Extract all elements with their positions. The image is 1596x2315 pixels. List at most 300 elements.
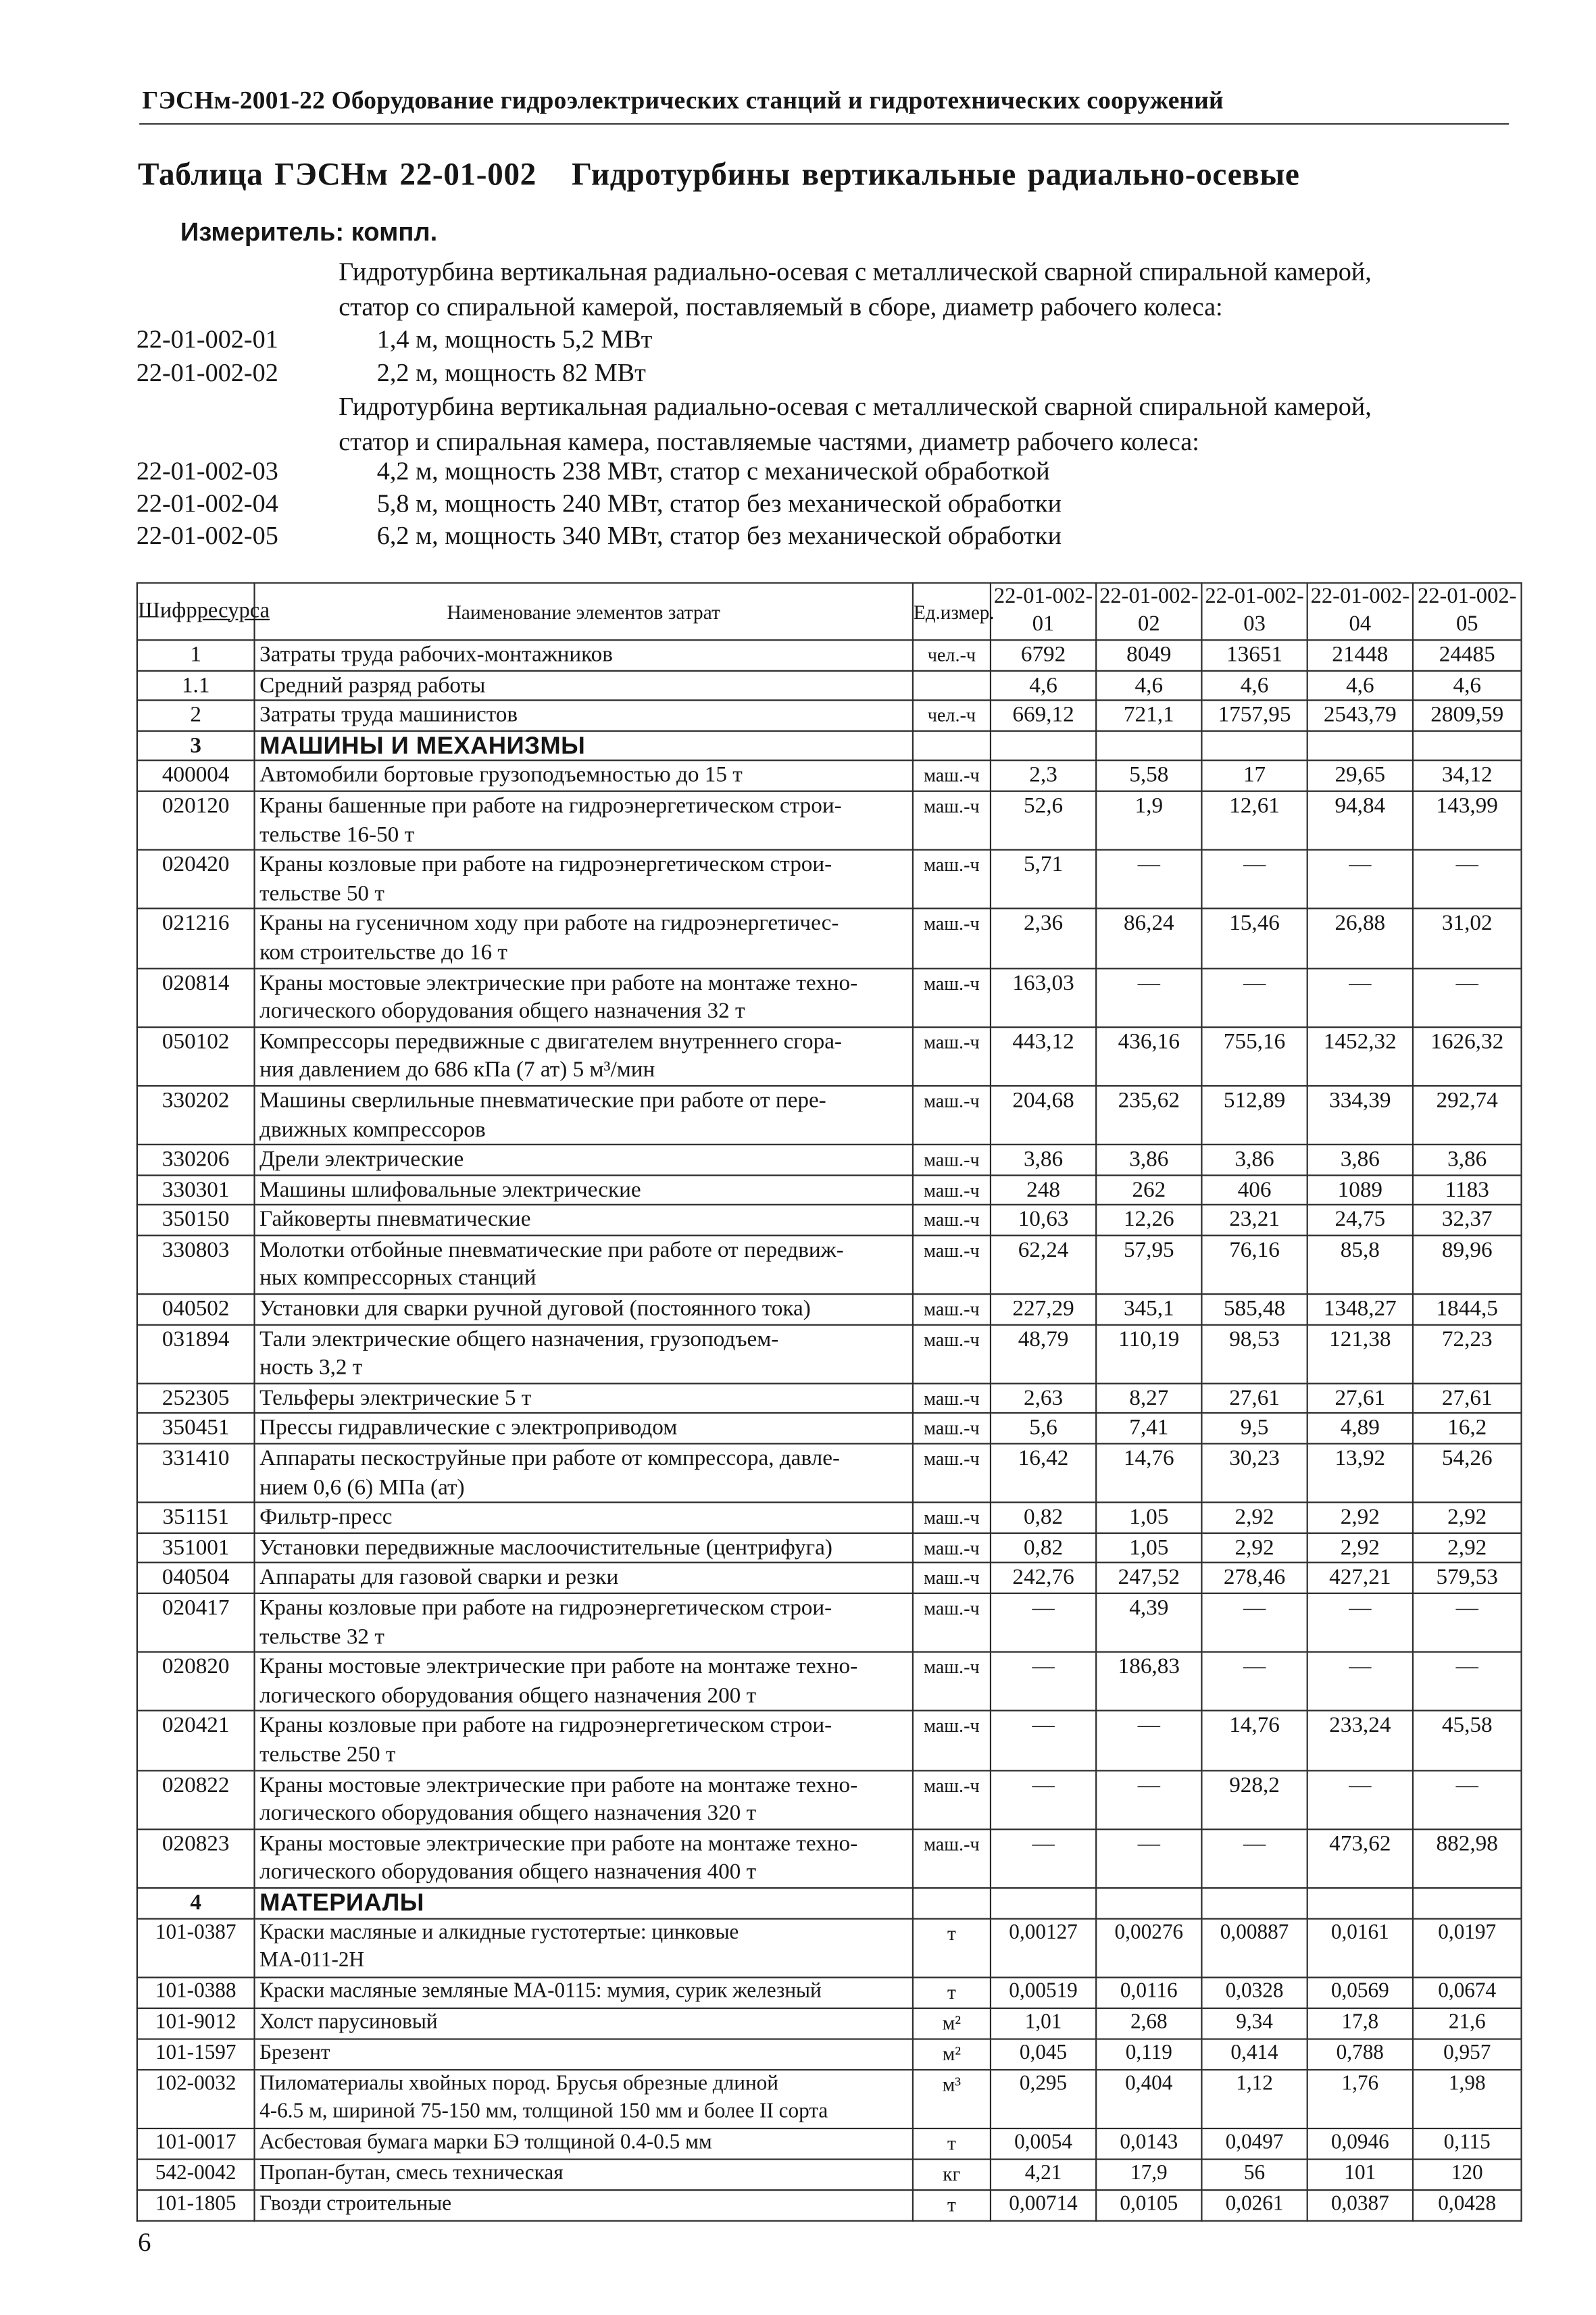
- unit-cell: т: [913, 2129, 991, 2159]
- group-2-line-2: статор и спиральная камера, поставляемые частями, диаметр рабочего колеса:: [339, 426, 1199, 455]
- item-code: 22-01-002-02: [136, 357, 278, 387]
- value-cell: 7,41: [1096, 1414, 1201, 1444]
- unit-cell: маш.-ч: [913, 1205, 991, 1235]
- value-cell: 1844,5: [1413, 1294, 1522, 1324]
- element-name-cell: [255, 1027, 913, 1086]
- value-cell: 85,8: [1307, 1235, 1413, 1294]
- value-cell: —: [1096, 850, 1201, 909]
- element-name-line: Установки передвижные маслоочистительные (центрифуга): [259, 1535, 832, 1560]
- value-cell: —: [1201, 1829, 1307, 1888]
- resource-code-cell: 020814: [137, 968, 255, 1026]
- table-section-row: [137, 1888, 1522, 1918]
- table-row: [137, 2189, 1522, 2220]
- table-row: [137, 1978, 1522, 2008]
- value-cell: 9,5: [1201, 1414, 1307, 1444]
- value-cell: 1,76: [1307, 2069, 1413, 2129]
- resource-code-cell: 040504: [137, 1563, 255, 1593]
- value-cell: 186,83: [1096, 1652, 1201, 1711]
- value-cell: 579,53: [1413, 1563, 1522, 1593]
- resource-code-cell: 350451: [137, 1414, 255, 1444]
- value-cell: 4,21: [991, 2159, 1096, 2189]
- value-cell: 0,414: [1201, 2039, 1307, 2069]
- value-cell: 2,92: [1307, 1533, 1413, 1563]
- table-row: [137, 1444, 1522, 1503]
- value-cell: 0,0143: [1096, 2129, 1201, 2159]
- table-row: [137, 2039, 1522, 2069]
- element-name-line: Краны мостовые электрические при работе на монтаже техно-: [259, 1654, 858, 1680]
- value-cell: 4,6: [1096, 670, 1201, 701]
- table-body: [137, 640, 1522, 2220]
- value-cell: —: [1201, 850, 1307, 909]
- value-cell: —: [1413, 1593, 1522, 1652]
- value-cell: 278,46: [1201, 1563, 1307, 1593]
- group-1-line-1: Гидротурбина вертикальная радиально-осевая с металлической сварной спиральной камерой,: [339, 256, 1372, 287]
- unit-cell: т: [913, 1978, 991, 2008]
- value-cell: 1,9: [1096, 791, 1201, 850]
- resource-code-cell: 040502: [137, 1294, 255, 1324]
- value-cell: 21,6: [1413, 2008, 1522, 2039]
- value-cell: 101: [1307, 2159, 1413, 2189]
- table-row: [137, 2129, 1522, 2159]
- value-cell: 27,61: [1201, 1383, 1307, 1414]
- unit-cell: т: [913, 1918, 991, 1978]
- value-cell: 4,6: [1413, 670, 1522, 701]
- unit-cell: маш.-ч: [913, 1770, 991, 1829]
- element-name-line: Автомобили бортовые грузоподъемностью до 15 т: [259, 763, 743, 789]
- unit-cell: маш.-ч: [913, 1383, 991, 1414]
- value-cell: 5,6: [991, 1414, 1096, 1444]
- resource-code-cell: 330202: [137, 1086, 255, 1145]
- value-cell: 143,99: [1413, 791, 1522, 850]
- value-cell: 3,86: [1201, 1145, 1307, 1175]
- element-name-line: Прессы гидравлические с электроприводом: [259, 1416, 678, 1441]
- value-cell: 48,79: [991, 1324, 1096, 1383]
- unit-cell: маш.-ч: [913, 968, 991, 1026]
- element-name-cell: [255, 2039, 913, 2069]
- value-cell: 27,61: [1307, 1383, 1413, 1414]
- unit-cell: маш.-ч: [913, 1652, 991, 1711]
- element-name-cell: [255, 1383, 913, 1414]
- resource-code-cell: 101-1805: [137, 2189, 255, 2220]
- value-cell: 0,0116: [1096, 1978, 1201, 2008]
- unit-cell: чел.-ч: [913, 701, 991, 731]
- unit-cell: маш.-ч: [913, 1175, 991, 1205]
- value-cell: 56: [1201, 2159, 1307, 2189]
- element-name-cell: [255, 1978, 913, 2008]
- value-cell: 0,00887: [1201, 1918, 1307, 1978]
- element-name-cell: [255, 2189, 913, 2220]
- resource-code-cell: 1: [137, 640, 255, 670]
- value-cell: 512,89: [1201, 1086, 1307, 1145]
- resource-code-cell: 020822: [137, 1770, 255, 1829]
- table-row: [137, 1593, 1522, 1652]
- table-row: [137, 2008, 1522, 2039]
- item-code: 22-01-002-05: [136, 520, 278, 550]
- element-name-cell: [255, 1086, 913, 1145]
- value-cell: 0,788: [1307, 2039, 1413, 2069]
- value-cell: 89,96: [1413, 1235, 1522, 1294]
- resource-code-cell: 021216: [137, 909, 255, 968]
- element-name-cell: [255, 1563, 913, 1593]
- element-name-line: Холст парусиновый: [259, 2010, 438, 2034]
- value-cell: 473,62: [1307, 1829, 1413, 1888]
- resource-code-cell: 101-0387: [137, 1918, 255, 1978]
- element-name-cell: [255, 909, 913, 968]
- value-cell: 1183: [1413, 1175, 1522, 1205]
- table-row: [137, 1383, 1522, 1414]
- resource-code-cell: 102-0032: [137, 2069, 255, 2129]
- value-cell: —: [1096, 1829, 1201, 1888]
- value-cell: 120: [1413, 2159, 1522, 2189]
- header-unit: Ед.измер.: [913, 583, 991, 641]
- resource-code-cell: 101-0017: [137, 2129, 255, 2159]
- value-cell: 17,8: [1307, 2008, 1413, 2039]
- item-code: 22-01-002-03: [136, 455, 278, 486]
- value-cell: 721,1: [1096, 701, 1201, 731]
- table-row: [137, 1414, 1522, 1444]
- unit-cell: кг: [913, 2159, 991, 2189]
- value-cell: 4,39: [1096, 1593, 1201, 1652]
- value-cell: 5,58: [1096, 761, 1201, 791]
- value-cell: 21448: [1307, 640, 1413, 670]
- value-cell: 76,16: [1201, 1235, 1307, 1294]
- resource-code-cell: 331410: [137, 1444, 255, 1503]
- element-name-line: Краны башенные при работе на гидроэнергетическом строи-: [259, 793, 842, 818]
- element-name-line: Гайковерты пневматические: [259, 1207, 531, 1233]
- group-2-line-1: Гидротурбина вертикальная радиально-осевая с металлической сварной спиральной камерой,: [339, 391, 1372, 421]
- value-cell: [1096, 730, 1201, 761]
- resource-code-cell: 050102: [137, 1027, 255, 1086]
- resource-code-cell: 031894: [137, 1324, 255, 1383]
- value-cell: 1,98: [1413, 2069, 1522, 2129]
- table-row: [137, 2069, 1522, 2129]
- value-cell: 14,76: [1096, 1444, 1201, 1503]
- resource-code-cell: 101-9012: [137, 2008, 255, 2039]
- unit-cell: [913, 730, 991, 761]
- value-cell: 4,6: [1201, 670, 1307, 701]
- value-cell: 94,84: [1307, 791, 1413, 850]
- value-cell: 24485: [1413, 640, 1522, 670]
- element-name-line: нием 0,6 (6) МПа (ат): [259, 1474, 465, 1500]
- resource-code-cell: 350150: [137, 1205, 255, 1235]
- unit-cell: маш.-ч: [913, 1294, 991, 1324]
- element-name-line: МАТЕРИАЛЫ: [259, 1889, 424, 1917]
- element-name-line: Гвозди строительные: [259, 2191, 452, 2216]
- table-code: Таблица ГЭСНм 22-01-002: [137, 157, 537, 193]
- value-cell: 2,92: [1413, 1503, 1522, 1533]
- value-cell: 14,76: [1201, 1711, 1307, 1770]
- value-cell: 15,46: [1201, 909, 1307, 968]
- element-name-cell: [255, 791, 913, 850]
- element-name-cell: [255, 2008, 913, 2039]
- element-name-line: Асбестовая бумага марки БЭ толщиной 0.4-0.5 мм: [259, 2131, 712, 2155]
- value-cell: 110,19: [1096, 1324, 1201, 1383]
- value-cell: —: [1096, 1770, 1201, 1829]
- element-name-line: 4-6.5 м, шириной 75-150 мм, толщиной 150 мм и более II сорта: [259, 2100, 828, 2124]
- element-name-cell: [255, 2129, 913, 2159]
- value-cell: 9,34: [1201, 2008, 1307, 2039]
- element-name-line: Дрели электрические: [259, 1147, 464, 1172]
- element-name-line: Пиломатериалы хвойных пород. Брусья обрезные длиной: [259, 2071, 779, 2095]
- value-cell: 6792: [991, 640, 1096, 670]
- value-cell: —: [1307, 850, 1413, 909]
- value-cell: 8049: [1096, 640, 1201, 670]
- element-name-line: логического оборудования общего назначения 32 т: [259, 999, 745, 1024]
- value-cell: 248: [991, 1175, 1096, 1205]
- element-name-line: Краны мостовые электрические при работе на монтаже техно-: [259, 1772, 858, 1797]
- value-cell: —: [1307, 1652, 1413, 1711]
- value-cell: 2543,79: [1307, 701, 1413, 731]
- value-cell: 1,05: [1096, 1533, 1201, 1563]
- value-cell: 2,3: [991, 761, 1096, 791]
- resource-code-cell: 330803: [137, 1235, 255, 1294]
- value-cell: 8,27: [1096, 1383, 1201, 1414]
- resource-code-cell: 020420: [137, 850, 255, 909]
- value-cell: 16,42: [991, 1444, 1096, 1503]
- item-code: 22-01-002-01: [136, 324, 278, 354]
- unit-cell: маш.-ч: [913, 1593, 991, 1652]
- resource-code-cell: 4: [137, 1888, 255, 1918]
- element-name-cell: [255, 2069, 913, 2129]
- value-cell: 928,2: [1201, 1770, 1307, 1829]
- value-cell: 4,89: [1307, 1414, 1413, 1444]
- item-text: 4,2 м, мощность 238 МВт, статор с механической обработкой: [376, 455, 1050, 486]
- element-name-line: Машины сверлильные пневматические при работе от пере-: [259, 1088, 826, 1113]
- value-cell: 0,0105: [1096, 2189, 1201, 2220]
- table-row: [137, 1563, 1522, 1593]
- resource-code-cell: 351151: [137, 1503, 255, 1533]
- element-name-line: ния давлением до 686 кПа (7 ат) 5 м³/мин: [259, 1057, 655, 1083]
- value-cell: 4,6: [1307, 670, 1413, 701]
- value-cell: 31,02: [1413, 909, 1522, 968]
- resource-code-cell: 101-0388: [137, 1978, 255, 2008]
- resource-code-cell: 542-0042: [137, 2159, 255, 2189]
- value-cell: 1348,27: [1307, 1294, 1413, 1324]
- value-cell: —: [1201, 1593, 1307, 1652]
- table-row: [137, 1175, 1522, 1205]
- value-cell: 72,23: [1413, 1324, 1522, 1383]
- element-name-line: движных компрессоров: [259, 1116, 486, 1142]
- value-cell: 30,23: [1201, 1444, 1307, 1503]
- element-name-line: Фильтр-пресс: [259, 1505, 393, 1530]
- value-cell: 29,65: [1307, 761, 1413, 791]
- table-row: [137, 670, 1522, 701]
- table-row: [137, 2159, 1522, 2189]
- value-cell: 247,52: [1096, 1563, 1201, 1593]
- value-cell: 0,0387: [1307, 2189, 1413, 2220]
- element-name-cell: [255, 1324, 913, 1383]
- element-name-line: Затраты труда машинистов: [259, 702, 518, 728]
- value-cell: 669,12: [991, 701, 1096, 731]
- unit-cell: маш.-ч: [913, 1503, 991, 1533]
- value-cell: 0,0497: [1201, 2129, 1307, 2159]
- table-row: [137, 1503, 1522, 1533]
- element-name-line: Краски масляные и алкидные густотертые: цинковые: [259, 1920, 739, 1944]
- group-1-description: [339, 255, 1493, 324]
- value-cell: 3,86: [1413, 1145, 1522, 1175]
- element-name-cell: [255, 1235, 913, 1294]
- element-name-cell: [255, 670, 913, 701]
- resource-code-cell: 2: [137, 701, 255, 731]
- element-name-cell: [255, 1294, 913, 1324]
- unit-cell: маш.-ч: [913, 1711, 991, 1770]
- value-cell: 1757,95: [1201, 701, 1307, 731]
- value-cell: [1201, 1888, 1307, 1918]
- header-col-2: 22-01-002-02: [1096, 583, 1201, 641]
- value-cell: 0,404: [1096, 2069, 1201, 2129]
- value-cell: 2,63: [991, 1383, 1096, 1414]
- item-code: 22-01-002-04: [136, 488, 278, 518]
- value-cell: 0,0674: [1413, 1978, 1522, 2008]
- header-element-name: Наименование элементов затрат: [255, 583, 913, 641]
- value-cell: 0,00519: [991, 1978, 1096, 2008]
- element-name-line: логического оборудования общего назначения 400 т: [259, 1860, 757, 1885]
- value-cell: 163,03: [991, 968, 1096, 1026]
- element-name-line: Краны козловые при работе на гидроэнергетическом строи-: [259, 1713, 832, 1739]
- element-name-cell: [255, 730, 913, 761]
- value-cell: 882,98: [1413, 1829, 1522, 1888]
- element-name-cell: [255, 761, 913, 791]
- table-header-row: [137, 583, 1522, 641]
- element-name-line: Пропан-бутан, смесь техническая: [259, 2161, 564, 2185]
- value-cell: —: [1201, 1652, 1307, 1711]
- item-text: 2,2 м, мощность 82 МВт: [376, 357, 646, 387]
- value-cell: 1626,32: [1413, 1027, 1522, 1086]
- table-row: [137, 1294, 1522, 1324]
- table-row: [137, 1652, 1522, 1711]
- value-cell: 2809,59: [1413, 701, 1522, 731]
- resource-code-cell: 020417: [137, 1593, 255, 1652]
- value-cell: —: [991, 1770, 1096, 1829]
- value-cell: 62,24: [991, 1235, 1096, 1294]
- unit-cell: [913, 1888, 991, 1918]
- element-name-line: Краны мостовые электрические при работе на монтаже техно-: [259, 970, 858, 995]
- value-cell: 0,0261: [1201, 2189, 1307, 2220]
- value-cell: 3,86: [1096, 1145, 1201, 1175]
- element-name-cell: [255, 968, 913, 1026]
- element-name-line: ность 3,2 т: [259, 1355, 363, 1380]
- header-col-4: 22-01-002-04: [1307, 583, 1413, 641]
- element-name-line: Краны на гусеничном ходу при работе на гидроэнергетичес-: [259, 911, 839, 937]
- value-cell: 0,00714: [991, 2189, 1096, 2220]
- element-name-cell: [255, 1918, 913, 1978]
- element-name-line: логического оборудования общего назначения 200 т: [259, 1683, 757, 1708]
- value-cell: 436,16: [1096, 1027, 1201, 1086]
- resource-code-cell: 330301: [137, 1175, 255, 1205]
- element-name-line: тельстве 50 т: [259, 880, 384, 906]
- value-cell: 86,24: [1096, 909, 1201, 968]
- unit-cell: маш.-ч: [913, 1145, 991, 1175]
- table-row: [137, 968, 1522, 1026]
- value-cell: 13,92: [1307, 1444, 1413, 1503]
- element-name-line: Затраты труда рабочих-монтажников: [259, 642, 613, 668]
- value-cell: —: [1096, 968, 1201, 1026]
- value-cell: 292,74: [1413, 1086, 1522, 1145]
- element-name-cell: [255, 1503, 913, 1533]
- value-cell: 427,21: [1307, 1563, 1413, 1593]
- value-cell: 0,0946: [1307, 2129, 1413, 2159]
- value-cell: [1096, 1888, 1201, 1918]
- table-row: [137, 1205, 1522, 1235]
- element-name-cell: [255, 1593, 913, 1652]
- element-name-cell: [255, 1205, 913, 1235]
- value-cell: 0,295: [991, 2069, 1096, 2129]
- value-cell: 443,12: [991, 1027, 1096, 1086]
- element-name-line: Компрессоры передвижные с двигателем внутреннего сгора-: [259, 1028, 843, 1054]
- value-cell: —: [1096, 1711, 1201, 1770]
- value-cell: —: [991, 1829, 1096, 1888]
- element-name-cell: [255, 1770, 913, 1829]
- value-cell: 0,82: [991, 1503, 1096, 1533]
- value-cell: [1307, 1888, 1413, 1918]
- element-name-line: Тали электрические общего назначения, грузоподъем-: [259, 1326, 779, 1352]
- value-cell: 45,58: [1413, 1711, 1522, 1770]
- header-rule: [139, 123, 1509, 124]
- unit-cell: т: [913, 2189, 991, 2220]
- value-cell: 2,92: [1201, 1533, 1307, 1563]
- value-cell: 17,9: [1096, 2159, 1201, 2189]
- element-name-line: Машины шлифовальные электрические: [259, 1176, 641, 1202]
- table-row: [137, 1829, 1522, 1888]
- value-cell: —: [1307, 968, 1413, 1026]
- value-cell: 16,2: [1413, 1414, 1522, 1444]
- element-name-line: МА-011-2Н: [259, 1949, 365, 1973]
- resource-code-cell: 330206: [137, 1145, 255, 1175]
- unit-cell: маш.-ч: [913, 1324, 991, 1383]
- element-name-line: МАШИНЫ И МЕХАНИЗМЫ: [259, 731, 586, 760]
- element-name-cell: [255, 1711, 913, 1770]
- value-cell: 1,12: [1201, 2069, 1307, 2129]
- running-header: ГЭСНм-2001-22 Оборудование гидроэлектрических станций и гидротехнических сооружений: [142, 86, 1224, 115]
- group-1-line-2: статор со спиральной камерой, поставляемый в сборе, диаметр рабочего колеса:: [339, 291, 1223, 321]
- table-row: [137, 1533, 1522, 1563]
- value-cell: 57,95: [1096, 1235, 1201, 1294]
- value-cell: 235,62: [1096, 1086, 1201, 1145]
- element-name-line: Краны мостовые электрические при работе на монтаже техно-: [259, 1831, 858, 1856]
- value-cell: 755,16: [1201, 1027, 1307, 1086]
- resource-code-cell: 020823: [137, 1829, 255, 1888]
- element-name-cell: [255, 1829, 913, 1888]
- table-row: [137, 1918, 1522, 1978]
- unit-cell: маш.-ч: [913, 791, 991, 850]
- value-cell: 0,0569: [1307, 1978, 1413, 2008]
- element-name-cell: [255, 1533, 913, 1563]
- element-name-cell: [255, 1175, 913, 1205]
- page-number: 6: [137, 2227, 151, 2257]
- element-name-cell: [255, 1444, 913, 1503]
- resource-table: [136, 582, 1522, 2221]
- element-name-line: Установки для сварки ручной дуговой (постоянного тока): [259, 1296, 811, 1322]
- value-cell: 0,00276: [1096, 1918, 1201, 1978]
- value-cell: 2,36: [991, 909, 1096, 968]
- unit-cell: маш.-ч: [913, 1563, 991, 1593]
- table-row: [137, 1770, 1522, 1829]
- value-cell: 54,26: [1413, 1444, 1522, 1503]
- value-cell: 98,53: [1201, 1324, 1307, 1383]
- element-name-line: Тельферы электрические 5 т: [259, 1385, 532, 1411]
- unit-cell: м²: [913, 2039, 991, 2069]
- value-cell: 5,71: [991, 850, 1096, 909]
- value-cell: 585,48: [1201, 1294, 1307, 1324]
- unit-cell: маш.-ч: [913, 1829, 991, 1888]
- value-cell: 23,21: [1201, 1205, 1307, 1235]
- resource-code-cell: 351001: [137, 1533, 255, 1563]
- value-cell: 0,115: [1413, 2129, 1522, 2159]
- value-cell: 0,0328: [1201, 1978, 1307, 2008]
- element-name-line: тельстве 32 т: [259, 1624, 384, 1649]
- table-row: [137, 1324, 1522, 1383]
- value-cell: 4,6: [991, 670, 1096, 701]
